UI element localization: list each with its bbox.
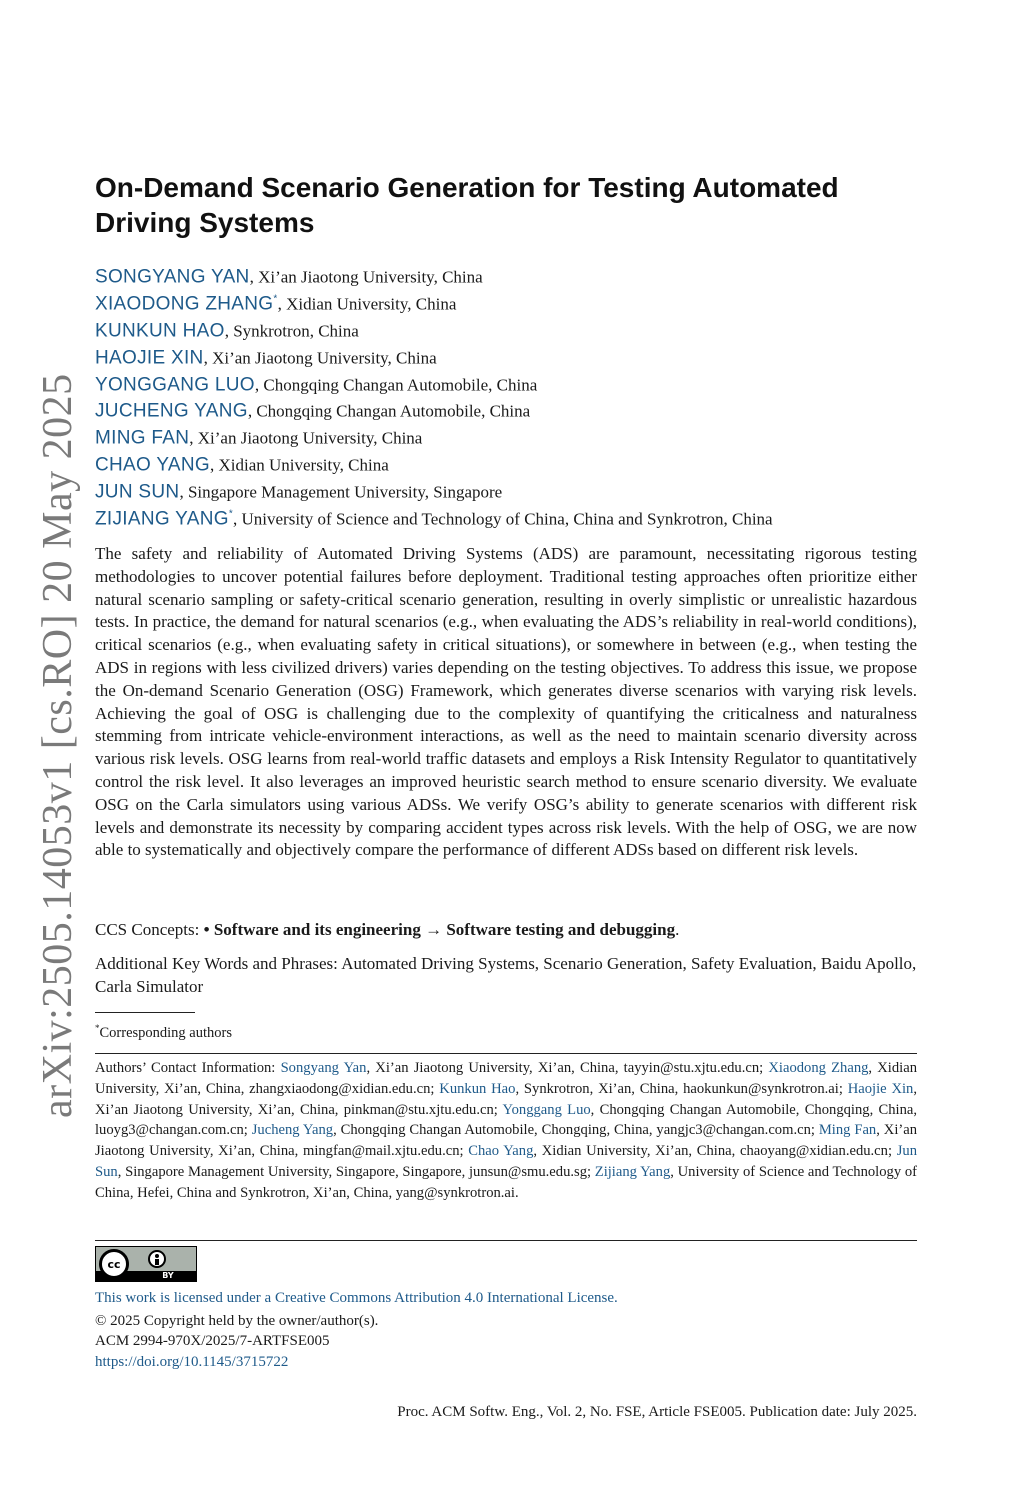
author-affiliation: , Xi’an Jiaotong University, China	[189, 428, 423, 448]
author-item	[95, 394, 925, 421]
publication-info: Proc. ACM Softw. Eng., Vol. 2, No. FSE, Article FSE005. Publication date: July 2025.	[397, 1404, 917, 1420]
paper-title: On-Demand Scenario Generation for Testing Automated Driving Systems	[95, 172, 839, 238]
ccs-bullet: •	[203, 920, 214, 939]
ccs-label: CCS Concepts:	[95, 920, 204, 939]
author-affiliation: , Chongqing Changan Automobile, China	[247, 401, 531, 421]
author-contact-link[interactable]: Chao Yang	[468, 1143, 534, 1160]
license-link[interactable]: This work is licensed under a Creative Commons Attribution 4.0 International License.	[95, 1290, 618, 1306]
by-label: BY	[162, 1271, 174, 1280]
author-affiliation: , Xi’an Jiaotong University, China	[249, 267, 483, 287]
arxiv-identifier: arXiv:2505.14053v1 [cs.RO] 20 May 2025	[35, 373, 81, 1118]
author-name[interactable]: HAOJIE XIN	[95, 347, 204, 368]
contact-text: , Chongqing Changan Automobile, Chongqing, China, yangjc3@changan.com.cn;	[333, 1122, 819, 1139]
author-name[interactable]: CHAO YANG	[95, 454, 210, 476]
author-contact-link[interactable]: Kunkun Hao	[439, 1080, 516, 1097]
author-contact-link[interactable]: Haojie Xin	[847, 1080, 914, 1097]
author-item	[95, 368, 925, 395]
author-name[interactable]: JUCHENG YANG	[95, 400, 248, 422]
acm-identifier: ACM 2994-970X/2025/7-ARTFSE005	[95, 1333, 330, 1349]
contact-text: , Xidian University, Xi’an, China, chaoyang@xidian.edu.cn;	[533, 1143, 897, 1160]
author-affiliation: , University of Science and Technology of China, China and Synkrotron, China	[233, 509, 773, 529]
attribution-person-icon	[148, 1250, 166, 1268]
author-item	[95, 260, 925, 287]
author-item	[95, 341, 925, 368]
author-name[interactable]: JUN SUN	[95, 481, 180, 503]
contact-text: , Chongqing Changan Automobile, Chongqing, China, luoyg3@changan.com.cn;	[95, 1101, 917, 1139]
corresponding-mark: *	[273, 293, 278, 305]
footnote-mark: *	[95, 1023, 100, 1033]
contact-divider	[95, 1053, 917, 1054]
author-affiliation: , Xidian University, China	[209, 455, 389, 475]
author-list	[95, 260, 925, 529]
cc-by-badge[interactable]	[95, 1246, 197, 1282]
author-name[interactable]: MING FAN	[95, 427, 190, 449]
author-item	[95, 314, 925, 341]
ccs-concept: Software and its engineering	[213, 920, 421, 939]
author-contact-link[interactable]: Jucheng Yang	[251, 1122, 334, 1139]
contact-text: , Xi’an Jiaotong University, Xi’an, China, pinkman@stu.xjtu.edu.cn;	[95, 1080, 917, 1118]
contact-text: , Xi’an Jiaotong University, Xi’an, China, mingfan@mail.xjtu.edu.cn;	[95, 1122, 918, 1160]
copyright-notice: © 2025 Copyright held by the owner/author(s).	[95, 1313, 379, 1329]
author-affiliation: , Synkrotron, China	[224, 321, 359, 341]
author-affiliation: , Xi’an Jiaotong University, China	[203, 348, 437, 367]
author-contact-link[interactable]: Zijiang Yang	[594, 1163, 671, 1180]
author-item	[95, 502, 925, 529]
author-name[interactable]: ZIJIANG YANG	[95, 508, 229, 530]
contact-text: , Synkrotron, Xi’an, China, haokunkun@synkrotron.ai;	[515, 1080, 848, 1097]
license-divider	[95, 1240, 917, 1241]
contact-text: , Xidian University, Xi’an, China, zhangxiaodong@xidian.edu.cn;	[95, 1060, 917, 1097]
author-item	[95, 287, 925, 314]
ccs-arrow: →	[420, 920, 447, 939]
contact-text: , Xi’an Jiaotong University, Xi’an, China, tayyin@stu.xjtu.edu.cn;	[366, 1060, 769, 1076]
contact-text: Authors’ Contact Information:	[95, 1060, 281, 1076]
abstract: The safety and reliability of Automated Driving Systems (ADS) are paramount, necessitating rigorous testing methodologies to uncover potential failures before deployment. Traditional testing approaches often prioritize either natural scenario sampling or safety-critical scenario generation, resulting in overly simplistic or unrealistic hazardous tests. In practice, the demand for natural scenarios (e.g., when evaluating the ADS’s reliability in real-world conditions), critical scenarios (e.g., when evaluating safety in critical situations), or somewhere in between (e.g., when testing the ADS in regions with less civilized drivers) varies depending on the testing objectives. To address this issue, we propose the On-demand Scenario Generation (OSG) Framework, which generates diverse scenarios with varying risk levels. Achieving the goal of OSG is challenging due to the complexity of quantifying the criticalness and naturalness stemming from intricate vehicle-environment interactions, as well as the need to maintain scenario diversity across various risk levels. OSG learns from real-world traffic datasets and employs a Risk Intensity Regulator to quantitatively control the risk level. It also leverages an improved heuristic search method to ensure scenario diversity. We evaluate OSG on the Carla simulators using various ADSs. We verify OSG’s ability to generate scenarios with different risk levels and demonstrate its necessity by comparing accident types across risk levels. With the help of OSG, we are now able to systematically and objectively compare the performance of different ADSs based on different risk levels.	[95, 544, 917, 860]
author-item	[95, 475, 925, 502]
author-name[interactable]: YONGGANG LUO	[95, 373, 255, 395]
author-contact-link[interactable]: Xiaodong Zhang	[768, 1060, 869, 1076]
footnote-divider	[95, 1012, 195, 1013]
contact-text: , Singapore Management University, Singapore, Singapore, junsun@smu.edu.sg;	[117, 1163, 595, 1180]
author-name[interactable]: XIAODONG ZHANG	[95, 293, 274, 315]
doi-link[interactable]: https://doi.org/10.1145/3715722	[95, 1354, 289, 1370]
ccs-subconcept: Software testing and debugging	[446, 920, 676, 939]
author-affiliation: , Chongqing Changan Automobile, China	[254, 374, 538, 394]
author-contact-link[interactable]: Ming Fan	[818, 1122, 877, 1139]
creative-commons-icon: cc	[99, 1249, 129, 1279]
contact-text: , University of Science and Technology of China, Hefei, China and Synkrotron, Xi’an, China, yang@synkrotron.ai.	[95, 1163, 918, 1201]
keywords: Additional Key Words and Phrases: Automated Driving Systems, Scenario Generation, Safety Evaluation, Baidu Apollo, Carla Simulator	[95, 954, 917, 996]
author-contact-link[interactable]: Songyang Yan	[280, 1060, 367, 1076]
ccs-end: .	[675, 920, 680, 939]
author-contact-info	[95, 1058, 917, 1204]
author-name[interactable]: SONGYANG YAN	[95, 266, 250, 288]
corresponding-mark: *	[228, 509, 234, 521]
footnote	[95, 1018, 232, 1043]
author-affiliation: , Singapore Management University, Singapore	[179, 482, 503, 502]
author-name[interactable]: KUNKUN HAO	[95, 320, 225, 342]
author-affiliation: , Xidian University, China	[277, 294, 457, 314]
author-contact-link[interactable]: Yonggang Luo	[502, 1101, 591, 1118]
author-contact-link[interactable]: Jun Sun	[95, 1143, 917, 1180]
author-item	[95, 448, 925, 475]
ccs-concepts	[95, 919, 917, 941]
author-item	[95, 421, 925, 448]
footnote-text: Corresponding authors	[99, 1024, 232, 1041]
